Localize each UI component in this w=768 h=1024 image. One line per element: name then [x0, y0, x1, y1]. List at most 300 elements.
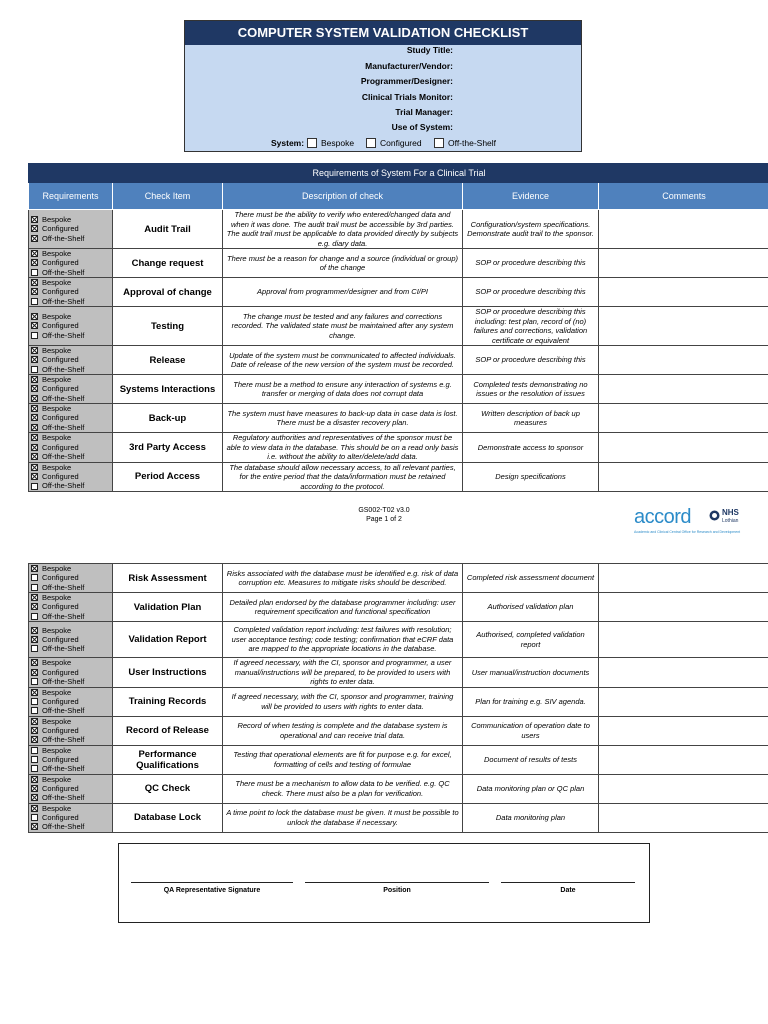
nhs-region: Lothian [722, 518, 739, 524]
option-label: Bespoke [42, 375, 72, 385]
position-field[interactable]: Position [305, 882, 489, 894]
table-body [29, 564, 768, 833]
option-label: Bespoke [42, 745, 72, 755]
option-label: Configured [42, 224, 79, 234]
option-label: Off-the-Shelf [42, 233, 85, 243]
checkbox[interactable] [31, 584, 38, 591]
evidence-cell: Document of results of tests [463, 745, 599, 774]
option-label: Configured [42, 696, 79, 706]
checkbox[interactable] [31, 627, 38, 634]
checkbox[interactable] [31, 405, 38, 412]
requirements-cell [29, 716, 113, 745]
checkbox[interactable] [31, 269, 38, 276]
requirement-option[interactable] [31, 287, 110, 296]
checkbox[interactable] [31, 347, 38, 354]
table-row [29, 564, 768, 593]
checklist-header-box [184, 20, 582, 152]
requirement-option[interactable] [31, 452, 110, 461]
requirement-option[interactable] [31, 764, 110, 773]
requirement-option[interactable] [31, 746, 110, 755]
option-label: Bespoke [42, 278, 72, 288]
comments-cell[interactable] [599, 803, 768, 832]
document-id: GS002-T02 v3.0 [358, 507, 410, 514]
checkbox[interactable] [31, 434, 38, 441]
checkbox[interactable] [31, 216, 38, 223]
option-label: Off-the-Shelf [42, 582, 85, 592]
checkbox[interactable] [31, 574, 38, 581]
option-label: Configured [42, 413, 79, 423]
accord-logo: accord [634, 506, 692, 528]
check-item-cell: Back-up [113, 404, 223, 433]
crest-icon [709, 510, 720, 521]
system-option-configured[interactable]: Configured [366, 138, 422, 148]
requirement-option[interactable] [31, 804, 110, 813]
check-item-cell: Systems Interactions [113, 375, 223, 404]
checkbox[interactable] [31, 332, 38, 339]
option-label: Configured [42, 321, 79, 331]
requirements-table-page1 [28, 163, 768, 492]
option-label: Configured [42, 667, 79, 677]
checkbox[interactable] [31, 636, 38, 643]
requirements-table-page2 [28, 563, 768, 833]
checkbox[interactable] [31, 669, 38, 676]
comments-cell[interactable] [599, 346, 768, 375]
requirements-cell [29, 249, 113, 278]
checkbox[interactable] [31, 776, 38, 783]
page-number: Page 1 of 2 [366, 516, 402, 523]
requirements-cell [29, 745, 113, 774]
requirement-option[interactable] [31, 423, 110, 432]
requirements-cell [29, 210, 113, 249]
checkbox[interactable] [31, 765, 38, 772]
check-item-cell: Risk Assessment [113, 564, 223, 593]
option-label: Off-the-Shelf [42, 481, 85, 491]
evidence-cell: Data monitoring plan [463, 803, 599, 832]
requirement-option[interactable] [31, 755, 110, 764]
table-row [29, 593, 768, 622]
comments-cell[interactable] [599, 249, 768, 278]
check-item-cell: Validation Plan [113, 593, 223, 622]
requirements-cell [29, 593, 113, 622]
option-label: Bespoke [42, 716, 72, 726]
nhs-logo: NHS [722, 508, 739, 517]
check-item-cell: Approval of change [113, 278, 223, 307]
option-label: Off-the-Shelf [42, 393, 85, 403]
table-row [29, 745, 768, 774]
evidence-cell: SOP or procedure describing this [463, 249, 599, 278]
table-body [29, 210, 768, 492]
evidence-cell: SOP or procedure describing this including: test plan, record of (no) failures and corrections, validation certificate or equivalent [463, 307, 599, 346]
requirement-option[interactable] [31, 472, 110, 481]
option-label: Configured [42, 634, 79, 644]
requirement-option[interactable] [31, 793, 110, 802]
requirement-option[interactable] [31, 602, 110, 611]
option-label: Off-the-Shelf [42, 296, 85, 306]
table-row [29, 346, 768, 375]
evidence-cell: Written description of back up measures [463, 404, 599, 433]
header-field-use-of-system: Use of System: [391, 122, 453, 132]
option-label: Bespoke [42, 658, 72, 668]
checkbox[interactable] [31, 678, 38, 685]
comments-cell[interactable] [599, 593, 768, 622]
requirement-option[interactable] [31, 775, 110, 784]
requirements-cell [29, 658, 113, 688]
checkbox[interactable] [31, 736, 38, 743]
table-row [29, 249, 768, 278]
table-row [29, 307, 768, 346]
logo-tagline: Academic and Clinical Central Office for Research and Development [634, 530, 741, 534]
requirement-option[interactable] [31, 813, 110, 822]
requirement-option[interactable] [31, 784, 110, 793]
description-cell: Record of when testing is complete and the database system is operational and can receive trial data. [223, 716, 463, 745]
option-label: Configured [42, 812, 79, 822]
requirement-option[interactable] [31, 697, 110, 706]
checkbox[interactable] [31, 376, 38, 383]
requirements-cell [29, 803, 113, 832]
table-row [29, 622, 768, 658]
requirement-option[interactable] [31, 321, 110, 330]
requirement-option[interactable] [31, 433, 110, 442]
accord-nhs-logo [634, 506, 758, 538]
checkbox[interactable] [31, 288, 38, 295]
option-label: Off-the-Shelf [42, 364, 85, 374]
requirement-option[interactable] [31, 355, 110, 364]
description-cell: There must be a mechanism to allow data to be verified. e.g. QC check. There must also be a plan for verification. [223, 774, 463, 803]
requirement-option[interactable] [31, 688, 110, 697]
description-cell: Completed validation report including: test failures with resolution; user acceptance testing; code testing; confirmation that eCRF data are mapped to the appropriate locations in the database. [223, 622, 463, 658]
evidence-cell: Demonstrate access to sponsor [463, 433, 599, 463]
check-item-cell: Database Lock [113, 803, 223, 832]
header-field-study-title: Study Title: [406, 45, 453, 55]
checkbox[interactable] [31, 385, 38, 392]
table-row [29, 404, 768, 433]
system-label: System: [271, 138, 305, 148]
requirement-option[interactable] [31, 612, 110, 621]
evidence-cell: Design specifications [463, 462, 599, 492]
option-label: Configured [42, 602, 79, 612]
description-cell: Approval from programmer/designer and from CI/PI [223, 278, 463, 307]
table-row [29, 210, 768, 249]
evidence-cell: Authorised validation plan [463, 593, 599, 622]
requirement-option[interactable] [31, 822, 110, 831]
column-header-check-item: Check Item [113, 183, 223, 210]
checkbox[interactable] [31, 313, 38, 320]
description-cell: Regulatory authorities and representatives of the sponsor must be able to view data in the database. This should be on a read only basis i.e. without the ability to alter/delete/add data. [223, 433, 463, 463]
requirement-option[interactable] [31, 312, 110, 321]
option-label: Configured [42, 258, 79, 268]
checkbox[interactable] [31, 603, 38, 610]
requirement-option[interactable] [31, 717, 110, 726]
table-row [29, 433, 768, 463]
system-option-off-the-shelf[interactable]: Off-the-Shelf [434, 138, 496, 148]
description-cell: A time point to lock the database must be given. It must be possible to unlock the database if necessary. [223, 803, 463, 832]
option-label: Bespoke [42, 593, 72, 603]
checkbox[interactable] [31, 279, 38, 286]
requirements-cell [29, 307, 113, 346]
option-label: Off-the-Shelf [42, 676, 85, 686]
option-label: Off-the-Shelf [42, 706, 85, 716]
requirement-option[interactable] [31, 726, 110, 735]
check-item-cell: Change request [113, 249, 223, 278]
checkbox[interactable] [31, 259, 38, 266]
requirement-option[interactable] [31, 635, 110, 644]
table-row [29, 278, 768, 307]
header-field-manufacturer: Manufacturer/Vendor: [365, 61, 453, 71]
evidence-cell: Data monitoring plan or QC plan [463, 774, 599, 803]
checkbox[interactable] [31, 747, 38, 754]
checkbox[interactable] [31, 235, 38, 242]
requirement-option[interactable] [31, 658, 110, 667]
check-item-cell: Testing [113, 307, 223, 346]
check-item-cell: 3rd Party Access [113, 433, 223, 463]
checkbox[interactable] [31, 444, 38, 451]
requirement-option[interactable] [31, 297, 110, 306]
comments-cell[interactable] [599, 687, 768, 716]
column-header-comments: Comments [599, 183, 768, 210]
check-item-cell: User Instructions [113, 658, 223, 688]
description-cell: If agreed necessary, with the CI, sponsor and programmer, training will be provided to users with rights to enter data. [223, 687, 463, 716]
comments-cell[interactable] [599, 462, 768, 492]
comments-cell[interactable] [599, 278, 768, 307]
description-cell: Update of the system must be communicated to affected individuals. Date of release of the new version of the system must be recorded. [223, 346, 463, 375]
table-row [29, 658, 768, 688]
option-label: Off-the-Shelf [42, 644, 85, 654]
check-item-cell: Record of Release [113, 716, 223, 745]
requirement-option[interactable] [31, 268, 110, 277]
header-field-programmer: Programmer/Designer: [360, 76, 453, 86]
description-cell: Testing that operational elements are fit for purpose e.g. for excel, formatting of cells and testing of formulae [223, 745, 463, 774]
requirement-option[interactable] [31, 463, 110, 472]
requirement-option[interactable] [31, 668, 110, 677]
checkbox[interactable] [31, 707, 38, 714]
checkbox[interactable] [31, 727, 38, 734]
column-header-requirements: Requirements [29, 183, 113, 210]
checkbox[interactable] [31, 594, 38, 601]
option-label: Off-the-Shelf [42, 822, 85, 832]
description-cell: Detailed plan endorsed by the database programmer including: user requirement specification and functional specification [223, 593, 463, 622]
description-cell: The change must be tested and any failures and corrections recorded. The validated state must be maintained after any system change. [223, 307, 463, 346]
table-row [29, 375, 768, 404]
checkbox[interactable] [31, 424, 38, 431]
evidence-cell: SOP or procedure describing this [463, 278, 599, 307]
requirement-option[interactable] [31, 331, 110, 340]
option-label: Configured [42, 783, 79, 793]
description-cell: There must be the ability to verify who entered/changed data and when it was done. The audit trail must be accessible by 3rd parties. The audit trail must be applicable to data provided directly by subjects e.g. diary data. [223, 210, 463, 249]
requirements-cell [29, 622, 113, 658]
document-title: COMPUTER SYSTEM VALIDATION CHECKLIST [185, 21, 581, 45]
requirement-option[interactable] [31, 278, 110, 287]
evidence-cell: Communication of operation date to users [463, 716, 599, 745]
comments-cell[interactable] [599, 375, 768, 404]
option-label: Bespoke [42, 564, 72, 574]
requirements-cell [29, 404, 113, 433]
evidence-cell: Authorised, completed validation report [463, 622, 599, 658]
check-item-cell: Release [113, 346, 223, 375]
description-cell: The database should allow necessary access, to all relevant parties, for the entire period that the data/information must be retained according to the protocol. [223, 462, 463, 492]
checkbox[interactable] [31, 613, 38, 620]
requirement-option[interactable] [31, 365, 110, 374]
qa-signature-field[interactable]: QA Representative Signature [131, 882, 293, 894]
checkbox[interactable] [31, 395, 38, 402]
description-cell: The system must have measures to back-up data in case data is lost. There must be a disaster recovery plan. [223, 404, 463, 433]
requirement-option[interactable] [31, 234, 110, 243]
requirement-option[interactable] [31, 735, 110, 744]
description-cell: Risks associated with the database must be identified e.g. risk of data corruption etc. Measures to mitigate risks should be described. [223, 564, 463, 593]
requirement-option[interactable] [31, 413, 110, 422]
option-label: Bespoke [42, 625, 72, 635]
requirements-cell [29, 278, 113, 307]
requirements-cell [29, 687, 113, 716]
checkbox[interactable] [31, 298, 38, 305]
checkbox[interactable] [31, 659, 38, 666]
requirement-option[interactable] [31, 224, 110, 233]
requirement-option[interactable] [31, 404, 110, 413]
option-label: Configured [42, 573, 79, 583]
requirement-option[interactable] [31, 443, 110, 452]
checkbox[interactable] [31, 453, 38, 460]
checkbox[interactable] [307, 138, 317, 148]
table-title: Requirements of System For a Clinical Trial [29, 164, 768, 183]
option-label: Bespoke [42, 433, 72, 443]
checkbox[interactable] [31, 473, 38, 480]
description-cell: There must be a reason for change and a source (individual or group) of the change [223, 249, 463, 278]
requirement-option[interactable] [31, 706, 110, 715]
option-label: Configured [42, 472, 79, 482]
requirements-cell [29, 346, 113, 375]
option-label: Bespoke [42, 249, 72, 259]
requirement-option[interactable] [31, 346, 110, 355]
requirement-option[interactable] [31, 258, 110, 267]
requirement-option[interactable] [31, 481, 110, 490]
comments-cell[interactable] [599, 433, 768, 463]
column-header-evidence: Evidence [463, 183, 599, 210]
header-field-trial-manager: Trial Manager: [395, 107, 453, 117]
checkbox[interactable] [366, 138, 376, 148]
checkbox[interactable] [31, 366, 38, 373]
option-label: Configured [42, 287, 79, 297]
table-row [29, 687, 768, 716]
option-label: Bespoke [42, 404, 72, 414]
checkbox[interactable] [31, 250, 38, 257]
requirements-cell [29, 564, 113, 593]
description-cell: If agreed necessary, with the CI, sponsor and programmer, a user manual/instructions will be prepared, to be provided to users with rights to enter data. [223, 658, 463, 688]
option-label: Off-the-Shelf [42, 735, 85, 745]
column-header-description: Description of check [223, 183, 463, 210]
checkbox[interactable] [31, 322, 38, 329]
table-row [29, 716, 768, 745]
table-row [29, 803, 768, 832]
check-item-cell: Audit Trail [113, 210, 223, 249]
checkbox[interactable] [31, 823, 38, 830]
checkbox[interactable] [31, 414, 38, 421]
requirement-option[interactable] [31, 394, 110, 403]
option-label: Bespoke [42, 687, 72, 697]
comments-cell[interactable] [599, 307, 768, 346]
requirement-option[interactable] [31, 564, 110, 573]
comments-cell[interactable] [599, 622, 768, 658]
comments-cell[interactable] [599, 716, 768, 745]
checkbox[interactable] [31, 698, 38, 705]
checkbox[interactable] [31, 756, 38, 763]
comments-cell[interactable] [599, 404, 768, 433]
requirement-option[interactable] [31, 215, 110, 224]
evidence-cell: Completed tests demonstrating no issues or the resolution of issues [463, 375, 599, 404]
check-item-cell: Validation Report [113, 622, 223, 658]
checkbox[interactable] [31, 464, 38, 471]
option-label: Off-the-Shelf [42, 611, 85, 621]
option-label: Bespoke [42, 774, 72, 784]
requirement-option[interactable] [31, 375, 110, 384]
check-item-cell: Performance Qualifications [113, 745, 223, 774]
checkbox[interactable] [31, 225, 38, 232]
option-label: Bespoke [42, 803, 72, 813]
checkbox[interactable] [31, 805, 38, 812]
requirement-option[interactable] [31, 249, 110, 258]
requirements-cell [29, 375, 113, 404]
evidence-cell: Plan for training e.g. SIV agenda. [463, 687, 599, 716]
evidence-cell: Completed risk assessment document [463, 564, 599, 593]
option-label: Configured [42, 384, 79, 394]
checkbox[interactable] [31, 483, 38, 490]
check-item-cell: Period Access [113, 462, 223, 492]
requirement-option[interactable] [31, 573, 110, 582]
option-label: Bespoke [42, 346, 72, 356]
option-label: Off-the-Shelf [42, 451, 85, 461]
checkbox[interactable] [31, 785, 38, 792]
comments-cell[interactable] [599, 658, 768, 688]
requirement-option[interactable] [31, 644, 110, 653]
evidence-cell: Configuration/system specifications. Demonstrate audit trail to the sponsor. [463, 210, 599, 249]
option-label: Configured [42, 355, 79, 365]
evidence-cell: User manual/instruction documents [463, 658, 599, 688]
date-field[interactable]: Date [501, 882, 635, 894]
option-label: Bespoke [42, 312, 72, 322]
checkbox[interactable] [31, 718, 38, 725]
checkbox[interactable] [31, 689, 38, 696]
checkbox[interactable] [31, 814, 38, 821]
description-cell: There must be a method to ensure any interaction of systems e.g. transfer or merging of data does not corrupt data [223, 375, 463, 404]
option-label: Off-the-Shelf [42, 267, 85, 277]
evidence-cell: SOP or procedure describing this [463, 346, 599, 375]
requirements-cell [29, 433, 113, 463]
comments-cell[interactable] [599, 745, 768, 774]
comments-cell[interactable] [599, 564, 768, 593]
requirements-cell [29, 462, 113, 492]
option-label: Configured [42, 442, 79, 452]
system-option-bespoke[interactable]: Bespoke [307, 138, 354, 148]
option-label: Configured [42, 725, 79, 735]
check-item-cell: Training Records [113, 687, 223, 716]
checkbox[interactable] [31, 565, 38, 572]
comments-cell[interactable] [599, 774, 768, 803]
table-row [29, 774, 768, 803]
requirement-option[interactable] [31, 593, 110, 602]
requirement-option[interactable] [31, 677, 110, 686]
requirement-option[interactable] [31, 384, 110, 393]
comments-cell[interactable] [599, 210, 768, 249]
option-label: Off-the-Shelf [42, 422, 85, 432]
header-field-ct-monitor: Clinical Trials Monitor: [361, 92, 453, 102]
requirement-option[interactable] [31, 583, 110, 592]
checkbox[interactable] [31, 645, 38, 652]
checkbox[interactable] [434, 138, 444, 148]
option-label: Off-the-Shelf [42, 764, 85, 774]
requirements-cell [29, 774, 113, 803]
checkbox[interactable] [31, 794, 38, 801]
checkbox[interactable] [31, 356, 38, 363]
option-label: Off-the-Shelf [42, 793, 85, 803]
requirement-option[interactable] [31, 626, 110, 635]
